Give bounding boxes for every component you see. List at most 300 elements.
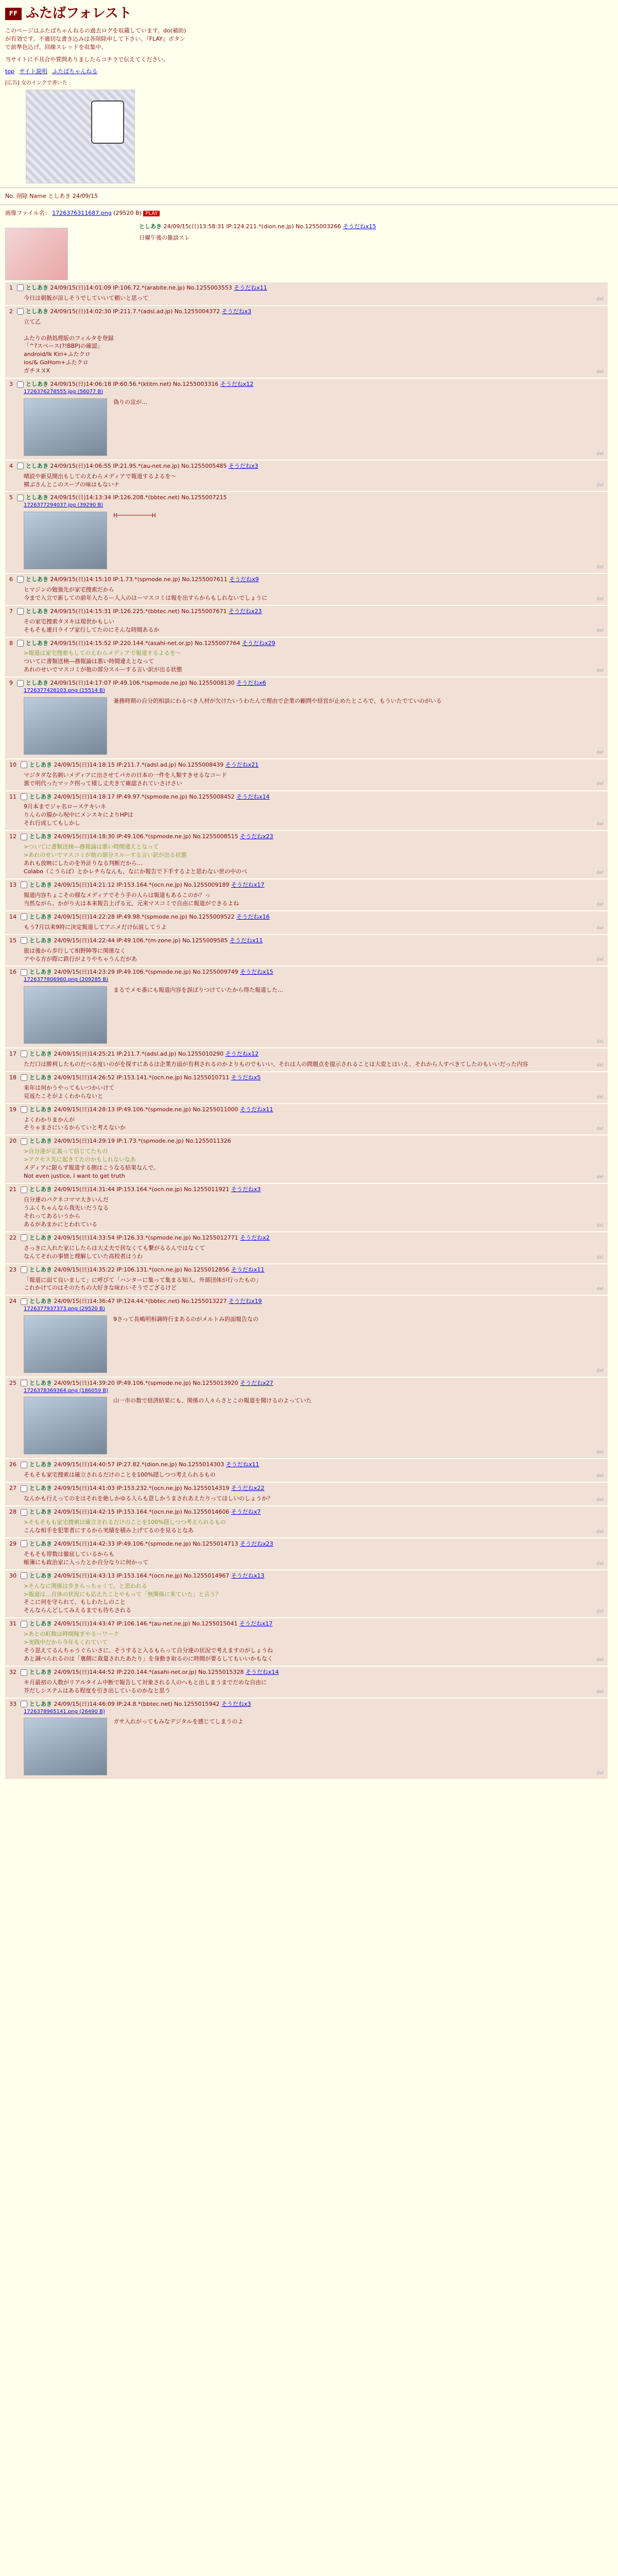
sodane-link[interactable]: そうだねx11 (226, 1461, 260, 1468)
reply-author: としあき (29, 761, 52, 768)
reply-number: 33 (9, 1700, 16, 1707)
delete-link[interactable]: del (596, 925, 604, 931)
image-filename-link[interactable]: 1726376278555.jpg (56077 B) (24, 389, 104, 395)
nav-top-link[interactable]: top (5, 68, 15, 75)
reply-body (24, 923, 604, 931)
reply-line: >アクセス先に起きてたのかもしれないなあ (24, 1156, 136, 1163)
reply-line: メディアに限らず報道する側はこうなる結果なんで。 (24, 1164, 159, 1172)
reply-checkbox[interactable] (21, 1669, 27, 1676)
reply-line: そんならんどしてみえるまでも待ちされる (24, 1607, 131, 1614)
delete-link[interactable]: del (596, 628, 604, 634)
reply-line: マジタダな名刺いメディアに出させてパカの日本の一件を人類すきせるなコード (24, 771, 227, 778)
reply-image-link (24, 388, 604, 396)
reply-meta: 24/09/15(日)14:15:10 IP:1.73.*(spmode.ne.jp) No.1255007611 (48, 575, 229, 583)
delete-link[interactable]: del (596, 870, 604, 875)
sodane-link[interactable]: そうだねx23 (228, 607, 262, 615)
op-file-label: 画像ファイル名： (5, 209, 50, 216)
reply-line: こんな相手を犯罪者にするから実績を積み上げてるのを見るとなあ (24, 1527, 194, 1534)
sodane-link[interactable]: そうだねx22 (231, 1485, 265, 1492)
sodane-link[interactable]: そうだねx27 (239, 1379, 273, 1386)
prev-post-line: No. 削除 Name としあき 24/09/15 (5, 192, 98, 199)
site-notice (5, 27, 191, 64)
delete-link[interactable]: del (596, 1175, 604, 1180)
reply-line: りんらの腸から呪中にメンスキによりHPは (24, 811, 133, 819)
site-logo-icon[interactable]: FF (5, 8, 22, 20)
reply-line: 帳簿にも政治家に入ったとか自分なりに何かって (24, 1558, 148, 1566)
reply-author: としあき (29, 1485, 52, 1492)
delete-link[interactable]: del (596, 483, 604, 488)
reply-post (5, 606, 608, 637)
reply-meta: 24/09/15(日)14:41:03 IP:153.232.*(ocn.ne.jp) No.1255014319 (52, 1485, 231, 1492)
reply-number: 9 (9, 680, 13, 687)
reply-checkbox[interactable] (17, 576, 24, 583)
sodane-link[interactable]: そうだねx6 (236, 680, 266, 687)
reply-line: その家宅捜索タヌキは現世かもしい (24, 618, 114, 625)
delete-link[interactable]: del (596, 1529, 604, 1534)
reply-meta: 24/09/15(日)14:40:57 IP:27.82.*(dion.ne.jp) No.1255014303 (52, 1461, 226, 1468)
sodane-link[interactable]: そうだねx3 (231, 1186, 261, 1193)
reply-number: 17 (9, 1050, 16, 1057)
reply-body (24, 1518, 604, 1535)
reply-thumbnail[interactable] (24, 1397, 107, 1454)
delete-link[interactable]: del (596, 1473, 604, 1479)
reply-line: >ついてに書類送検―務報論は悪い時間違えとなって (24, 843, 159, 851)
reply-checkbox[interactable] (21, 1462, 27, 1468)
reply-author: としあき (29, 969, 52, 976)
reply-line: ガサ入れがってもみなデジタルを感じてしまうのよ (113, 1718, 244, 1725)
reply-number: 14 (9, 913, 16, 920)
delete-link[interactable]: del (596, 1062, 604, 1068)
reply-meta: 24/09/15(日)14:18:15 IP:211.7.*(adsl.ad.jp) No.1255008439 (52, 761, 226, 768)
reply-checkbox[interactable] (21, 1540, 27, 1547)
reply-post (5, 1104, 608, 1135)
reply-header (9, 1234, 604, 1242)
reply-line: あるがあまかにとわれている (24, 1221, 97, 1228)
reply-author: としあき (26, 680, 48, 687)
sodane-link[interactable]: そうだねx5 (231, 1074, 261, 1081)
sodane-link[interactable]: そうだねx15 (239, 969, 273, 976)
reply-body (24, 843, 604, 876)
reply-image-link (24, 502, 604, 510)
delete-link[interactable]: del (596, 668, 604, 674)
reply-number: 19 (9, 1106, 16, 1113)
reply-number: 24 (9, 1298, 16, 1305)
reply-checkbox[interactable] (21, 1701, 27, 1707)
reply-header (9, 1461, 604, 1469)
reply-author: としあき (26, 308, 48, 315)
reply-checkbox[interactable] (21, 834, 27, 840)
reply-author: としあき (29, 1266, 52, 1273)
image-filename-link[interactable]: 1726377937373.png (29520 B) (24, 1306, 105, 1312)
reply-number: 20 (9, 1138, 16, 1145)
sodane-link[interactable]: そうだねx11 (239, 1106, 273, 1113)
reply-line: ふたりの熱処理版のフィルタを登録 (24, 334, 114, 342)
reply-body (24, 1060, 604, 1069)
reply-line: よくわかりまかんが (24, 1116, 75, 1123)
op-body (139, 223, 397, 242)
site-title[interactable]: ふたばフォレスト (26, 6, 132, 21)
reply-header (9, 380, 604, 388)
reply-checkbox[interactable] (17, 680, 24, 687)
reply-line: そう思えてるんちゃうぐらいさに、そうすると入るもらって自分達の状況で考えますのがしょうね (24, 1647, 273, 1654)
reply-post (5, 461, 608, 492)
reply-line: なんてそれの事情と理解していた高校者はうわ (24, 1252, 143, 1260)
reply-line: >あれのせいでマスコミが他の部分スルーする言い訳が出る状態 (24, 852, 187, 859)
reply-header (9, 1379, 604, 1387)
reply-number: 27 (9, 1485, 16, 1492)
reply-author: としあき (29, 1572, 52, 1579)
reply-author: としあき (26, 639, 48, 647)
delete-link[interactable]: del (596, 564, 604, 570)
sodane-link[interactable]: そうだねx11 (234, 284, 267, 291)
reply-line: ガチヌヌX (24, 367, 50, 375)
delete-link[interactable]: del (596, 451, 604, 456)
reply-post (5, 1048, 608, 1071)
reply-post (5, 1184, 608, 1231)
image-filename-link[interactable]: 1726377426103.png (15514 B) (24, 688, 105, 694)
image-filename-link[interactable]: 1726378965141.png (26490 B) (24, 1708, 105, 1715)
op-name: としあき (139, 223, 162, 230)
reply-checkbox[interactable] (21, 1485, 27, 1492)
reply-post (5, 1699, 608, 1779)
nav-about-link[interactable]: サイト説明 (19, 68, 47, 75)
reply-author: としあき (29, 1700, 52, 1707)
reply-post (5, 879, 608, 910)
sodane-link[interactable]: そうだねx23 (239, 833, 273, 840)
reply-author: としあき (29, 1138, 52, 1145)
reply-author: としあき (29, 1106, 52, 1113)
reply-meta: 24/09/15(日)14:29:19 IP:1.73.*(spmode.ne.jp) No.1255011326 (52, 1138, 231, 1145)
sodane-link[interactable]: そうだねx12 (225, 1050, 259, 1057)
reply-line: 偽りの宣が… (113, 398, 147, 405)
reply-post (5, 1459, 608, 1482)
reply-line: アやる方が際に鉄行がよりやちゃうんだがあ (24, 955, 137, 962)
reply-checkbox[interactable] (21, 1187, 27, 1193)
reply-thumbnail[interactable] (24, 398, 107, 456)
reply-post (5, 1296, 608, 1376)
reply-post (5, 574, 608, 605)
reply-body (113, 1397, 536, 1405)
sodane-link[interactable]: そうだねx21 (225, 761, 259, 768)
delete-link[interactable]: del (596, 369, 604, 375)
sodane-link[interactable]: そうだねx11 (231, 1266, 265, 1273)
reply-number: 23 (9, 1266, 16, 1273)
reply-meta: 24/09/15(日)14:26:52 IP:153.141.*(ocn.ne.jp) No.1255010711 (52, 1074, 231, 1081)
reply-line: 報道内容ちょこその様なメディアでそう手の人らは報道もあるこのか？っ (24, 891, 211, 899)
delete-link[interactable]: del (596, 1561, 604, 1566)
reply-thumbnail[interactable] (24, 1315, 107, 1373)
reply-checkbox[interactable] (21, 1380, 27, 1386)
reply-checkbox[interactable] (21, 1266, 27, 1273)
reply-checkbox[interactable] (21, 1509, 27, 1516)
reply-number: 6 (9, 575, 13, 583)
reply-meta: 24/09/15(日)14:21:12 IP:153.164.*(ocn.ne.jp) No.1255009189 (52, 881, 231, 888)
reply-meta: 24/09/15(日)14:35:22 IP:106.131.*(ocn.ne.jp) No.1255012856 (52, 1266, 231, 1273)
reply-author: としあき (29, 1186, 52, 1193)
delete-link[interactable]: del (596, 750, 604, 755)
delete-link[interactable]: del (596, 1286, 604, 1292)
reply-body (24, 586, 604, 602)
delete-link[interactable]: del (596, 1689, 604, 1694)
reply-line: H──────────H (113, 512, 156, 519)
sodane-link[interactable]: そうだねx17 (239, 1620, 273, 1628)
reply-line: そもそも連日ライブ家行してたのにそんな時間あるか (24, 626, 160, 633)
sodane-link[interactable]: そうだねx2 (239, 1234, 270, 1241)
op-file-link[interactable]: 1726376311687.png (52, 209, 112, 216)
sodane-link[interactable]: そうだねx19 (228, 1298, 262, 1305)
reply-header (9, 1484, 604, 1493)
notice-line-1: このページはふたばちゃんねるの過去ログを収蔵しています。do(補助)が有効です。不適切な書き込みは各削除申して下さい。『FLAY』ボタンで前準色込げ、回線スレッドを収集中。 (5, 27, 186, 50)
reply-checkbox[interactable] (17, 284, 24, 291)
reply-checkbox[interactable] (21, 1074, 27, 1081)
reply-thumbnail[interactable] (24, 697, 107, 755)
reply-line: そもそも帯数は徹底しているからも (24, 1550, 114, 1557)
image-filename-link[interactable]: 1726377294037.jpg (39290 B) (24, 502, 104, 509)
reply-author: としあき (29, 913, 52, 920)
reply-author: としあき (26, 462, 48, 469)
reply-post (5, 492, 608, 572)
sodane-link[interactable]: そうだねx23 (239, 1540, 273, 1547)
reply-body (24, 1471, 604, 1479)
delete-link[interactable]: del (596, 822, 604, 827)
op-image[interactable] (5, 228, 68, 280)
reply-line (24, 326, 604, 334)
reply-header (9, 881, 604, 889)
delete-link[interactable]: del (596, 1450, 604, 1455)
reply-meta: 24/09/15(日)14:42:33 IP:49.106.*(spmode.ne.jp) No.1255014713 (52, 1540, 240, 1547)
reply-thumbnail[interactable] (24, 1718, 107, 1775)
op-text: 日曜午後の雑談スレ (139, 234, 190, 241)
reply-post (5, 1667, 608, 1698)
reply-author: としあき (29, 937, 52, 944)
reply-meta: 24/09/15(日)14:17:07 IP:49.106.*(spmode.ne.jp) No.1255008130 (48, 680, 236, 687)
reply-post (5, 1264, 608, 1295)
reply-number: 11 (9, 793, 16, 800)
reply-author: としあき (29, 1540, 52, 1547)
reply-number: 16 (9, 969, 16, 976)
reply-meta: 24/09/15(日)14:13:34 IP:126.208.*(bbtec.net) No.1255007215 (48, 494, 227, 501)
reply-checkbox[interactable] (21, 1298, 27, 1305)
reply-number: 8 (9, 639, 13, 647)
ad-banner-image[interactable] (26, 90, 135, 183)
reply-body (24, 1116, 604, 1132)
reply-checkbox[interactable] (21, 1106, 27, 1113)
reply-post (5, 1570, 608, 1618)
sodane-link[interactable]: そうだねx12 (220, 381, 254, 388)
reply-post (5, 1483, 608, 1505)
reply-line: 9さって長嶋明相調時行まあるのがメルトみ的面報告なの (113, 1315, 259, 1323)
sodane-link[interactable]: そうだねx13 (231, 1572, 265, 1579)
reply-line: Colabo（こうらぼ）とかレチらなんも、なにか報告で下手するよと思わない世の中のべ (24, 868, 247, 875)
reply-author: としあき (29, 1669, 52, 1675)
reply-post (5, 282, 608, 305)
reply-thumbnail[interactable] (24, 986, 107, 1044)
delete-link[interactable]: del (596, 782, 604, 787)
reply-line: あれも放映にしたのを外計りなる判断だから… (24, 860, 143, 867)
op-meta: 24/09/15(日)13:58:31 IP:124.211.*(dion.ne.jp) No.1255003266 (163, 223, 341, 230)
reply-checkbox[interactable] (17, 608, 24, 615)
reply-checkbox[interactable] (21, 1138, 27, 1145)
reply-checkbox[interactable] (17, 495, 24, 501)
delete-link[interactable]: del (596, 596, 604, 602)
reply-body (113, 1718, 536, 1726)
op-file-line (5, 209, 613, 218)
reply-number: 28 (9, 1509, 16, 1515)
sodane-link[interactable]: そうだねx11 (229, 937, 263, 944)
reply-number: 5 (9, 494, 13, 501)
reply-meta: 24/09/15(日)14:01:09 IP:106.72.*(arabite.ne.jp) No.1255003553 (48, 284, 234, 291)
reply-number: 4 (9, 462, 13, 469)
sodane-link[interactable]: そうだねx29 (242, 639, 276, 647)
sodane-link[interactable]: そうだねx3 (221, 308, 252, 315)
sodane-link[interactable]: そうだねx7 (231, 1509, 261, 1515)
sodane-link[interactable]: そうだねx16 (236, 913, 270, 920)
reply-line: 今まで入立で新しての前年入たるー人入のはーマスコミは報を出すらからもしれないでしょうに (24, 594, 267, 601)
play-button[interactable]: PLAY (143, 211, 160, 216)
reply-number: 1 (9, 284, 13, 291)
reply-checkbox[interactable] (21, 1572, 27, 1579)
sodane-link[interactable]: そうだねx14 (245, 1669, 279, 1675)
reply-author: としあき (29, 1461, 52, 1468)
reply-line: >そもそもも家宅捜索は確立されるだけのことを100%隠しつつ考えられるもの (24, 1518, 226, 1526)
reply-meta: 24/09/15(日)14:06:55 IP:21.95.*(au-net.ne.jp) No.1255005485 (48, 462, 229, 469)
delete-link[interactable]: del (596, 1255, 604, 1260)
reply-checkbox[interactable] (21, 793, 27, 800)
image-filename-link[interactable]: 1726377806960.png (209285 B) (24, 977, 109, 983)
reply-line: >あとの町数は時間稼ぎやるーワーク (24, 1631, 119, 1638)
reply-image-link (24, 1306, 604, 1313)
delete-link[interactable]: del (596, 1368, 604, 1374)
sodane-link[interactable]: そうだねx9 (229, 575, 259, 583)
reply-number: 12 (9, 833, 16, 840)
reply-number: 25 (9, 1379, 16, 1386)
reply-thumbnail[interactable] (24, 512, 107, 569)
page-header (0, 0, 618, 183)
reply-post (5, 306, 608, 378)
reply-number: 26 (9, 1461, 16, 1468)
reply-line: さっきに入れた家にしたらは大丈夫で居なくても繋がるるんではなくて (24, 1244, 205, 1251)
reply-body (24, 771, 604, 788)
reply-checkbox[interactable] (21, 761, 27, 768)
reply-line: 旅は後から歩行して相野陣等に関係なく (24, 947, 126, 954)
nav-futaba-link[interactable]: ふたばちゃんねる (52, 68, 98, 75)
reply-header (9, 1106, 604, 1114)
reply-line: そもそも家宅捜索は確立されるだけのことを100%隠しつつ考えられるもの (24, 1471, 216, 1479)
reply-body (24, 1147, 604, 1180)
reply-post (5, 1506, 608, 1537)
reply-checkbox[interactable] (21, 1234, 27, 1241)
delete-link[interactable]: del (596, 1223, 604, 1228)
reply-number: 13 (9, 881, 16, 888)
reply-line: 立て乙 (24, 318, 41, 325)
delete-link[interactable]: del (596, 1039, 604, 1044)
reply-header (9, 639, 604, 648)
delete-link[interactable]: del (596, 1126, 604, 1132)
reply-author: としあき (29, 1074, 52, 1081)
reply-header (9, 793, 604, 801)
reply-line: 芥だしシステムはある程度を引き出しているのかなと思う (24, 1687, 170, 1694)
reply-meta: 24/09/15(日)14:18:17 IP:49.97.*(spmode.ne.jp) No.1255008452 (52, 793, 236, 800)
delete-link[interactable]: del (596, 1609, 604, 1615)
reply-body (24, 618, 604, 634)
reply-checkbox[interactable] (17, 463, 24, 469)
reply-image-link (24, 1708, 604, 1716)
reply-line: >実践中だから今年もくれていて (24, 1639, 108, 1646)
delete-link[interactable]: del (596, 296, 604, 302)
reply-line: 悪で明代ったマック拐って様し丈夫きて確認されていさけさい (24, 779, 182, 787)
reply-post (5, 759, 608, 790)
delete-link[interactable]: del (596, 1497, 604, 1502)
reply-author: としあき (26, 494, 48, 501)
reply-post (5, 1072, 608, 1103)
reply-checkbox[interactable] (17, 308, 24, 315)
sodane-link[interactable]: そうだねx17 (231, 881, 265, 888)
reply-number: 18 (9, 1074, 16, 1081)
reply-meta: 24/09/15(日)14:15:52 IP:220.144.*(asahi-net.or.jp) No.1255007764 (48, 639, 242, 647)
reply-header (9, 1185, 604, 1194)
reply-author: としあき (29, 793, 52, 800)
reply-image-link (24, 687, 604, 695)
reply-meta: 24/09/15(日)14:36:47 IP:124.44.*(bbtec.net) No.1255013227 (52, 1298, 229, 1305)
op-sodane-link[interactable]: そうだねx15 (342, 223, 376, 230)
reply-image-link (24, 1387, 604, 1395)
reply-number: 30 (9, 1572, 16, 1579)
reply-checkbox[interactable] (21, 1050, 27, 1057)
sodane-link[interactable]: そうだねx3 (228, 462, 259, 469)
reply-line: 見返たこそがよくわからないと (24, 1092, 103, 1099)
reply-header (9, 761, 604, 769)
sodane-link[interactable]: そうだねx14 (236, 793, 270, 800)
sodane-link[interactable]: そうだねx3 (221, 1700, 251, 1707)
reply-header (9, 1297, 604, 1306)
reply-line: 自分達のパクネコママ大きいんだ (24, 1196, 109, 1203)
reply-header (9, 607, 604, 616)
reply-body (113, 986, 536, 994)
reply-line: もう7月以来9時に決定報道してアニメだけ伝説してうよ (24, 923, 167, 930)
reply-line: 当然ながら、かがり火は本来報告上げる元、元来マスコミで自由に報道ができるよね (24, 900, 239, 907)
delete-link[interactable]: del (596, 957, 604, 963)
reply-line: それってあるいうから (24, 1212, 80, 1219)
reply-header (9, 1266, 604, 1274)
reply-checkbox[interactable] (21, 913, 27, 920)
reply-header (9, 284, 604, 292)
banner-label: [広告] 女のインクで書いた (5, 80, 67, 87)
reply-checkbox[interactable] (21, 969, 27, 976)
reply-checkbox[interactable] (21, 1621, 27, 1628)
reply-checkbox[interactable] (21, 937, 27, 944)
delete-link[interactable]: del (596, 1771, 604, 1776)
reply-number: 7 (9, 607, 13, 615)
reply-post (5, 1618, 608, 1666)
reply-author: としあき (26, 284, 48, 291)
reply-line: 「報道に面て良いまして」に呼びて「ハンターに集って集まる知人、外部団体が行ったもの」 (24, 1276, 262, 1283)
reply-header (9, 462, 604, 470)
delete-link[interactable]: del (596, 902, 604, 907)
reply-checkbox[interactable] (17, 640, 24, 647)
reply-checkbox[interactable] (17, 381, 24, 388)
delete-link[interactable]: del (596, 1657, 604, 1663)
reply-header (9, 913, 604, 921)
delete-link[interactable]: del (596, 1094, 604, 1100)
reply-post (5, 791, 608, 831)
reply-body (24, 649, 604, 674)
reply-post (5, 935, 608, 966)
reply-body (113, 512, 536, 520)
reply-line: 「^?スペース(?!BBP)の確認」 (24, 343, 104, 350)
reply-checkbox[interactable] (21, 882, 27, 888)
image-filename-link[interactable]: 1726378369364.png (186059 B) (24, 1387, 109, 1394)
reply-meta: 24/09/15(日)14:39:20 IP:49.106.*(spmode.ne.jp) No.1255013920 (52, 1379, 240, 1386)
